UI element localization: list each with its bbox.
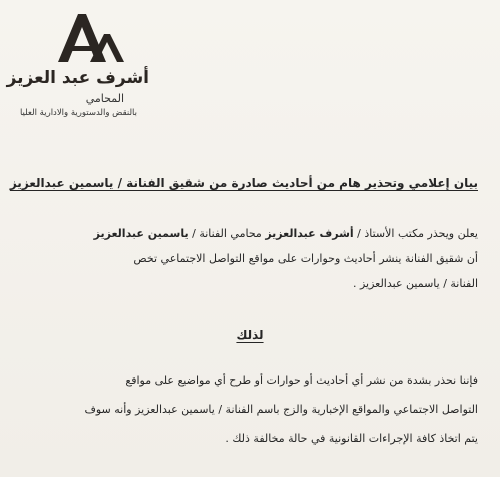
announcement-line-3: الفنانة / ياسمين عبدالعزيز . — [352, 277, 478, 290]
warning-line-3: يتم اتخاذ كافة الإجراءات القانونية في حالة مخالفة ذلك . — [225, 432, 478, 445]
firm-court-qualification: بالنقض والدستورية والادارية العليا — [19, 108, 137, 118]
firm-name: أشرف عبد العزيز — [6, 68, 149, 88]
document-subject: بيان إعلامي وتحذير هام من أحاديث صادرة من شقيق الفنانة / ياسمين عبدالعزيز — [9, 176, 478, 190]
artist-name: ياسمين عبدالعزيز — [93, 227, 189, 240]
lawyer-name: أشرف عبدالعزيز — [265, 227, 354, 240]
therefore-heading: لذلك — [236, 328, 264, 342]
announcement-line-1-start: يعلن ويحذر مكتب الأستاذ / — [353, 227, 478, 240]
paragraph-warning — [16, 366, 478, 453]
firm-logo — [56, 12, 126, 64]
firm-title: المحامي — [85, 92, 124, 105]
announcement-line-1 — [16, 221, 478, 246]
announcement-line-1-mid: محامي الفنانة / — [188, 227, 266, 240]
warning-line-2: التواصل الاجتماعي والمواقع الإخبارية والزج باسم الفنانة / ياسمين عبدالعزيز وأنه سوف — [84, 403, 478, 416]
letterhead — [6, 12, 210, 137]
paragraph-announcement — [16, 221, 478, 296]
warning-line-1: فإننا نحذر بشدة من نشر أي أحاديث أو حوارات أو طرح أي مواضيع على مواقع — [125, 374, 478, 387]
announcement-line-2: أن شقيق الفنانة ينشر أحاديث وحوارات على مواقع التواصل الاجتماعي تخص — [133, 252, 478, 265]
